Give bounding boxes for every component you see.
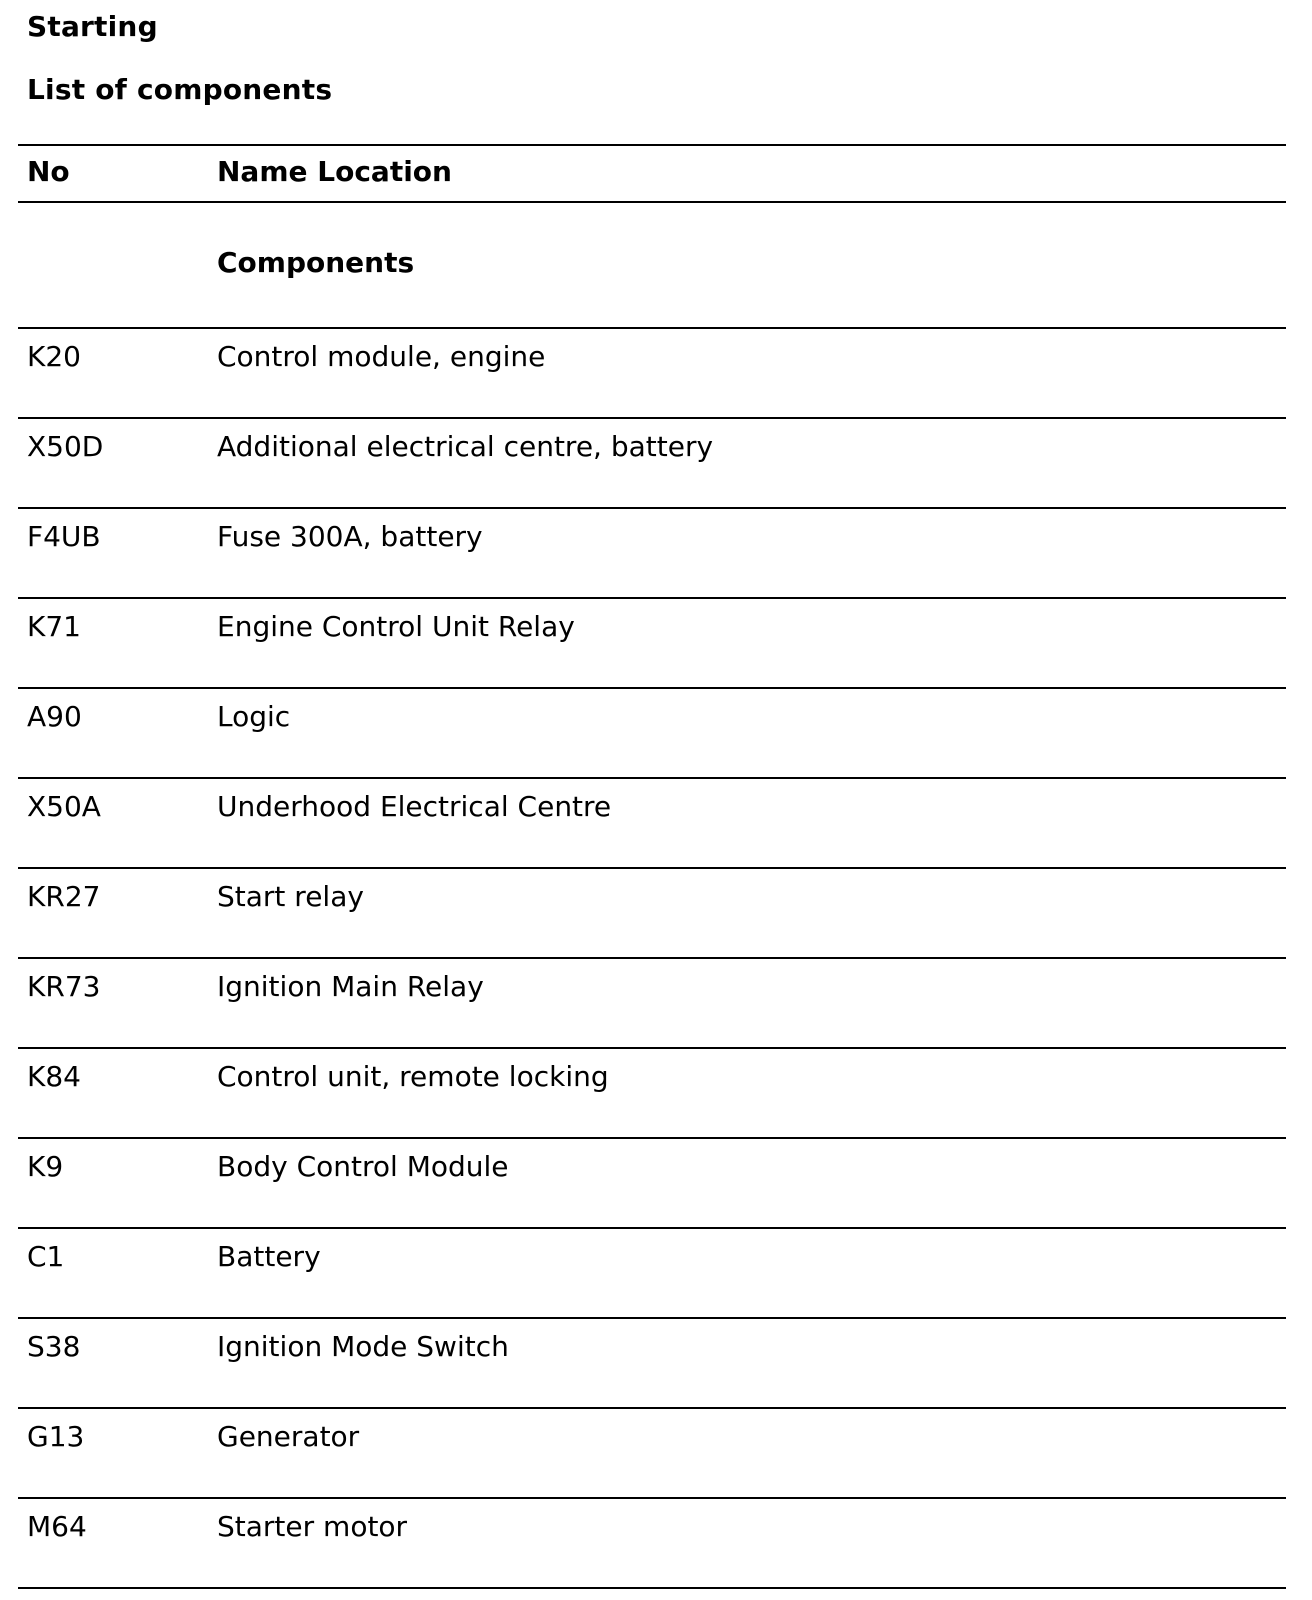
component-no: S38 [27, 1330, 81, 1363]
component-no: X50A [27, 790, 101, 823]
table-row [18, 1407, 1286, 1497]
component-no: K20 [27, 340, 81, 373]
component-no: X50D [27, 430, 104, 463]
table-row [18, 1497, 1286, 1587]
component-name: Control unit, remote locking [217, 1060, 609, 1093]
table-row [18, 1227, 1286, 1317]
table-row [18, 327, 1286, 417]
component-no: KR73 [27, 970, 101, 1003]
component-no: M64 [27, 1510, 87, 1543]
table-row [18, 777, 1286, 867]
components-table [18, 144, 1286, 1589]
component-name: Body Control Module [217, 1150, 509, 1183]
component-name: Generator [217, 1420, 360, 1453]
table-bottom-rule [18, 1587, 1286, 1589]
component-name: Additional electrical centre, battery [217, 430, 714, 463]
component-no: K9 [27, 1150, 64, 1183]
component-no: C1 [27, 1240, 65, 1273]
component-name: Battery [217, 1240, 321, 1273]
component-name: Fuse 300A, battery [217, 520, 483, 553]
table-section-row [18, 201, 1286, 327]
component-name: Engine Control Unit Relay [217, 610, 575, 643]
component-name: Ignition Main Relay [217, 970, 484, 1003]
header-no: No [27, 155, 70, 188]
table-row [18, 1047, 1286, 1137]
section-subtitle: List of components [27, 73, 333, 106]
component-name: Logic [217, 700, 291, 733]
table-row [18, 1137, 1286, 1227]
component-no: F4UB [27, 520, 101, 553]
section-label: Components [217, 246, 415, 279]
table-row [18, 507, 1286, 597]
header-name-location: Name Location [217, 155, 452, 188]
component-name: Underhood Electrical Centre [217, 790, 612, 823]
table-row [18, 1317, 1286, 1407]
table-header-row [18, 144, 1286, 201]
page-title: Starting [27, 10, 158, 43]
component-no: A90 [27, 700, 82, 733]
table-row [18, 687, 1286, 777]
component-no: KR27 [27, 880, 101, 913]
table-row [18, 597, 1286, 687]
component-name: Control module, engine [217, 340, 546, 373]
table-row [18, 867, 1286, 957]
table-row [18, 417, 1286, 507]
component-name: Starter motor [217, 1510, 408, 1543]
component-name: Ignition Mode Switch [217, 1330, 509, 1363]
table-row [18, 957, 1286, 1047]
component-name: Start relay [217, 880, 364, 913]
component-no: K71 [27, 610, 81, 643]
component-no: K84 [27, 1060, 81, 1093]
component-no: G13 [27, 1420, 85, 1453]
